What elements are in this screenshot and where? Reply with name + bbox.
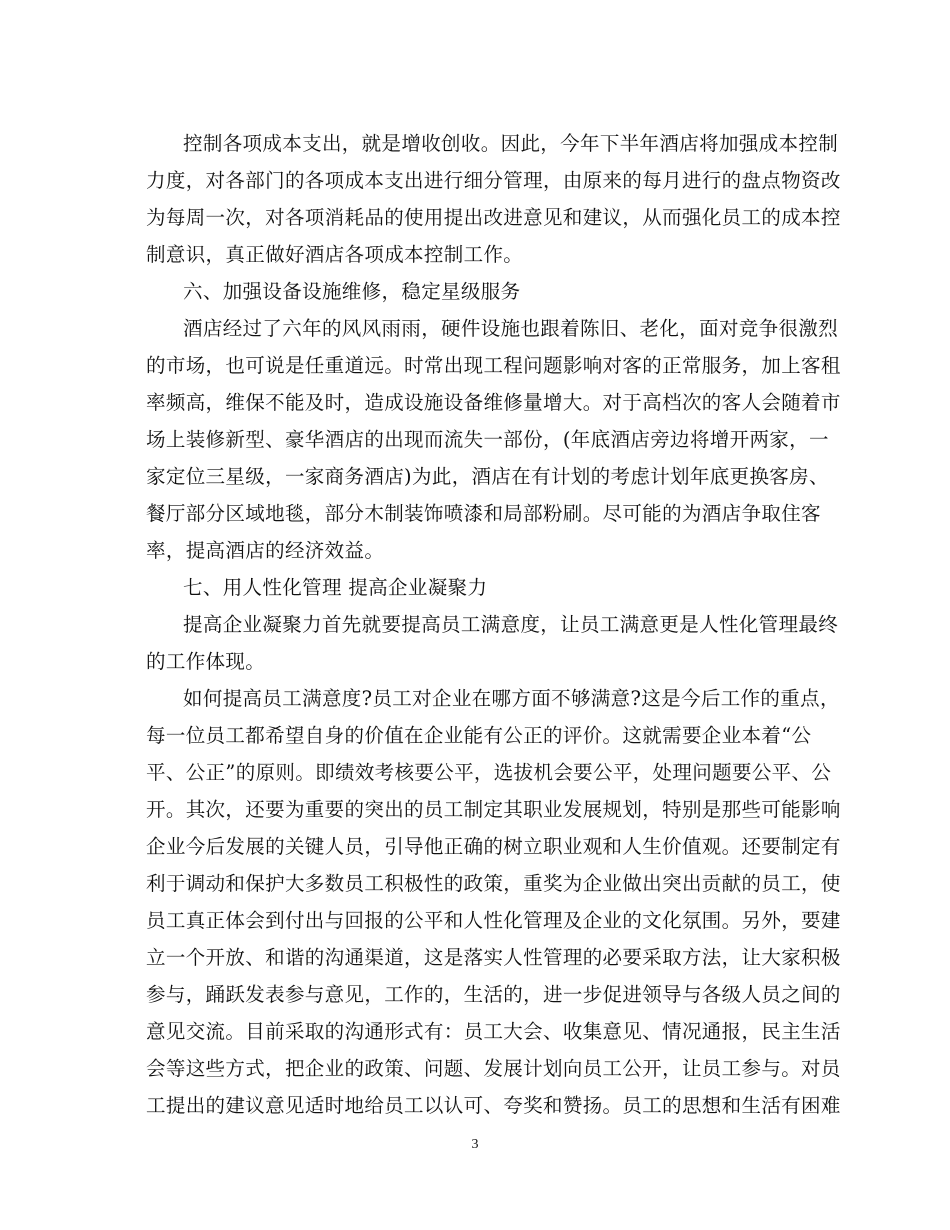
text-line: 如何提高员工满意度?员工对企业在哪方面不够满意?这是今后工作的重点，: [183, 687, 840, 710]
text-line: 开。其次，还要为重要的突出的员工制定其职业发展规划，特别是那些可能影响: [146, 798, 841, 821]
text-line: 率频高，维保不能及时，造成设施设备维修量增大。对于高档次的客人会随着市: [146, 391, 841, 414]
text-line: 力度，对各部门的各项成本支出进行细分管理，由原来的每月进行的盘点物资改: [146, 169, 841, 192]
text-line: 制意识，真正做好酒店各项成本控制工作。: [146, 243, 524, 266]
text-line: 家定位三星级，一家商务酒店)为此，酒店在有计划的考虑计划年底更换客房、: [146, 465, 829, 488]
text-line: 平、公正”的原则。即绩效考核要公平，选拔机会要公平，处理问题要公平、公: [146, 761, 832, 784]
text-line: 利于调动和保护大多数员工积极性的政策，重奖为企业做出突出贡献的员工，使: [146, 872, 841, 895]
text-line: 工提出的建议意见适时地给员工以认可、夸奖和赞扬。员工的思想和生活有困难: [146, 1094, 841, 1117]
text-line: 场上装修新型、豪华酒店的出现而流失一部份，(年底酒店旁边将增开两家，一: [146, 428, 829, 451]
text-line: 会等这些方式，把企业的政策、问题、发展计划向员工公开，让员工参与。对员: [146, 1057, 841, 1080]
text-line: 立一个开放、和谐的沟通渠道，这是落实人性管理的必要采取方法，让大家积极: [146, 946, 841, 969]
text-line: 每一位员工都希望自身的价值在企业能有公正的评价。这就需要企业本着“公: [146, 724, 812, 747]
text-line: 参与，踊跃发表参与意见，工作的，生活的，进一步促进领导与各级人员之间的: [146, 983, 841, 1006]
text-line: 的市场，也可说是任重道远。时常出现工程问题影响对客的正常服务，加上客租: [146, 354, 841, 377]
text-line: 率，提高酒店的经济效益。: [146, 539, 385, 562]
text-line: 企业今后发展的关键人员，引导他正确的树立职业观和人生价值观。还要制定有: [146, 835, 841, 858]
text-line: 控制各项成本支出，就是增收创收。因此，今年下半年酒店将加强成本控制: [183, 132, 839, 155]
section-heading: 七、用人性化管理 提高企业凝聚力: [183, 576, 488, 599]
text-line: 的工作体现。: [146, 650, 266, 673]
text-line: 员工真正体会到付出与回报的公平和人性化管理及企业的文化氛围。另外，要建: [146, 909, 841, 932]
text-line: 酒店经过了六年的风风雨雨，硬件设施也跟着陈旧、老化，面对竞争很激烈: [183, 317, 839, 340]
text-line: 餐厅部分区域地毯，部分木制装饰喷漆和局部粉刷。尽可能的为酒店争取住客: [146, 502, 821, 525]
section-heading: 六、加强设备设施维修，稳定星级服务: [183, 280, 521, 303]
text-line: 为每周一次，对各项消耗品的使用提出改进意见和建议，从而强化员工的成本控: [146, 206, 841, 229]
text-line: 意见交流。目前采取的沟通形式有：员工大会、收集意见、情况通报，民主生活: [146, 1020, 841, 1043]
page-number: 3: [471, 1137, 479, 1152]
text-line: 提高企业凝聚力首先就要提高员工满意度，让员工满意更是人性化管理最终: [183, 613, 839, 636]
